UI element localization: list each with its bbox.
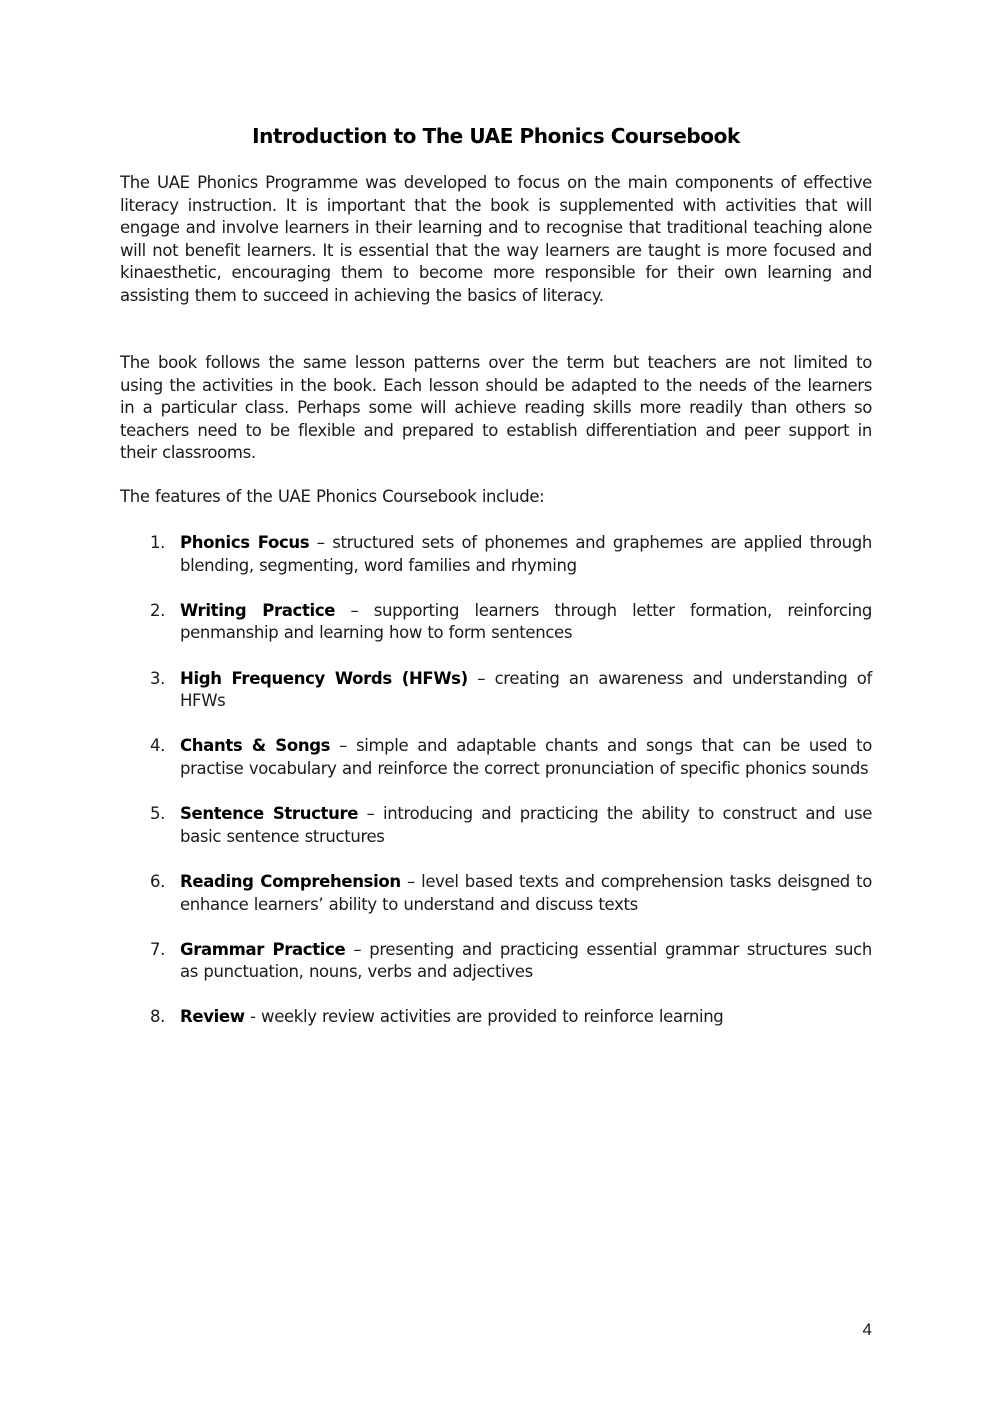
feature-number: 1.: [150, 533, 166, 552]
feature-term: Chants & Songs: [180, 736, 331, 756]
feature-item: [150, 1006, 872, 1029]
feature-description: – presenting and practicing essential grammar structures such as punctuation, nouns, verbs and adjectives: [180, 939, 872, 982]
feature-term: Phonics Focus: [180, 533, 310, 552]
feature-description: – creating an awareness and understanding of HFWs: [180, 668, 872, 711]
feature-description: – structured sets of phonemes and graphemes are applied through blending, segmenting, word families and rhyming: [180, 533, 872, 575]
features-intro-paragraph: The features of the UAE Phonics Coursebook include:: [120, 487, 545, 506]
feature-number: 6.: [150, 871, 166, 891]
features-list: [150, 532, 872, 1052]
feature-description: – introducing and practicing the ability to construct and use basic sentence structures: [180, 804, 872, 846]
page-number: 4: [862, 1320, 872, 1339]
feature-term: Grammar Practice: [180, 939, 346, 959]
feature-number: 3.: [150, 668, 166, 688]
feature-description: – supporting learners through letter formation, reinforcing penmanship and learning how to form sentences: [180, 600, 873, 643]
lesson-patterns-paragraph: The book follows the same lesson patterns over the term but teachers are not limited to using the activities in the book. Each lesson should be adapted to the needs of the learners in a particular class. Perhaps some will achieve reading skills more readily than others so teachers need to be flexible and prepared to establish differentiation and peer support in their classrooms.: [120, 353, 872, 463]
feature-item: [150, 532, 872, 577]
feature-term: Sentence Structure: [180, 804, 359, 824]
feature-description: – level based texts and comprehension tasks deisgned to enhance learners’ ability to understand and discuss texts: [180, 871, 872, 914]
feature-number: 7.: [150, 939, 166, 959]
feature-item: [150, 735, 872, 780]
feature-term: Review: [180, 1007, 245, 1027]
feature-item: [150, 600, 872, 645]
feature-term: Writing Practice: [180, 600, 336, 620]
feature-description: – simple and adaptable chants and songs that can be used to practise vocabulary and reinforce the correct pronunciation of specific phonics sounds: [180, 736, 872, 778]
feature-item: [150, 803, 872, 848]
feature-description: - weekly review activities are provided to reinforce learning: [244, 1007, 724, 1027]
feature-item: [150, 871, 872, 916]
feature-term: High Frequency Words (HFWs): [180, 668, 468, 688]
page-title: Introduction to The UAE Phonics Coursebook: [252, 124, 740, 148]
intro-paragraph: The UAE Phonics Programme was developed to focus on the main components of effective literacy instruction. It is important that the book is supplemented with activities that will engage and involve learners in their learning and to recognise that traditional teaching alone will not benefit learners. It is essential that the way learners are taught is more focused and kinaesthetic, encouraging them to become more responsible for their own learning and assisting them to succeed in achieving the basics of literacy.: [120, 173, 872, 305]
feature-term: Reading Comprehension: [180, 871, 401, 891]
feature-item: [150, 939, 872, 984]
feature-number: 8.: [150, 1007, 166, 1027]
feature-number: 2.: [150, 600, 166, 620]
feature-number: 4.: [150, 736, 166, 756]
feature-number: 5.: [150, 804, 166, 824]
feature-item: [150, 668, 872, 713]
